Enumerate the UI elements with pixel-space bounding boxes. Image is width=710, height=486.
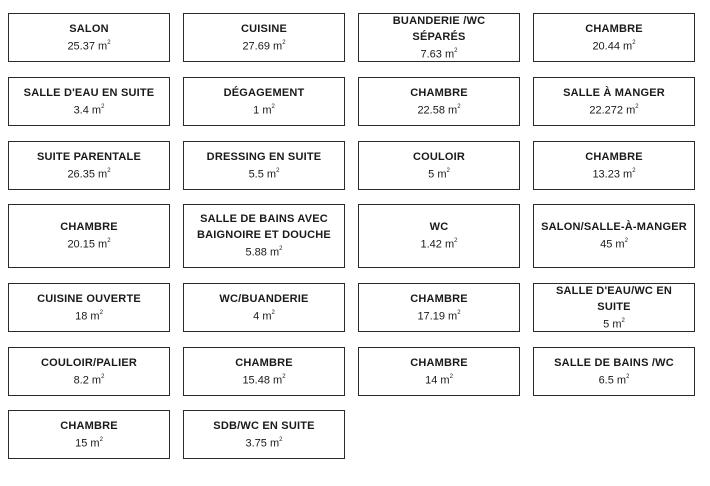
room-area-exponent: 2	[457, 309, 461, 316]
room-card	[183, 283, 345, 332]
room-area-value: 15.48	[242, 374, 270, 387]
room-area-unit: m	[626, 104, 636, 117]
room-area	[592, 165, 635, 183]
room-area-exponent: 2	[279, 246, 283, 253]
room-area	[75, 434, 103, 452]
room-area-value: 8.2	[73, 374, 89, 387]
room-name: CHAMBRE	[410, 356, 468, 369]
room-card	[533, 204, 695, 268]
room-area-value: 45	[600, 238, 613, 251]
room-area	[253, 101, 275, 119]
room-card	[358, 204, 520, 268]
room-area-exponent: 2	[632, 39, 636, 46]
room-name: SALLE D'EAU EN SUITE	[23, 86, 155, 99]
room-name: WC/BUANDERIE	[219, 292, 309, 305]
room-card	[533, 141, 695, 190]
room-card	[8, 13, 170, 62]
room-name: CHAMBRE	[235, 356, 293, 369]
room-card	[358, 77, 520, 126]
room-area-value: 5	[428, 168, 435, 181]
room-area-unit: m	[444, 238, 455, 251]
room-area-exponent: 2	[99, 309, 103, 316]
room-area-value: 22.58	[417, 104, 445, 117]
room-area	[592, 37, 635, 55]
room-area-unit: m	[262, 310, 272, 323]
room-area-value: 18	[75, 310, 88, 323]
room-card	[533, 13, 695, 62]
room-area-exponent: 2	[632, 167, 636, 174]
room-name: CHAMBRE	[60, 419, 118, 432]
room-area-exponent: 2	[624, 238, 628, 245]
room-area-unit: m	[440, 374, 450, 387]
room-area	[67, 235, 110, 253]
room-area-exponent: 2	[107, 39, 111, 46]
room-card	[183, 204, 345, 268]
room-area	[253, 307, 275, 325]
room-area-exponent: 2	[446, 167, 450, 174]
room-name: DÉGAGEMENT	[223, 86, 305, 99]
room-area-exponent: 2	[282, 373, 286, 380]
room-area-unit: m	[623, 40, 633, 53]
room-name: DRESSING EN SUITE	[206, 150, 322, 163]
room-card	[358, 347, 520, 396]
room-card	[183, 13, 345, 62]
room-area-exponent: 2	[101, 103, 105, 110]
room-area	[599, 371, 630, 389]
room-name: CHAMBRE	[60, 221, 118, 234]
room-area	[421, 45, 458, 63]
room-card	[183, 77, 345, 126]
room-area-value: 20.15	[67, 238, 95, 251]
room-area-unit: m	[623, 168, 633, 181]
room-area	[74, 371, 105, 389]
room-area	[425, 371, 453, 389]
room-area-value: 25.37	[67, 40, 95, 53]
room-area-value: 27.69	[242, 40, 270, 53]
room-area-exponent: 2	[626, 373, 630, 380]
room-name: SALLE D'EAU/WC EN SUITE	[555, 284, 673, 313]
room-area-exponent: 2	[107, 238, 111, 245]
room-area	[249, 165, 280, 183]
room-name: CUISINE	[240, 22, 288, 35]
room-area-exponent: 2	[276, 167, 280, 174]
room-area-unit: m	[448, 310, 458, 323]
room-card	[358, 13, 520, 62]
room-card	[183, 141, 345, 190]
room-area-exponent: 2	[279, 436, 283, 443]
room-area	[67, 165, 110, 183]
room-area	[603, 315, 625, 333]
room-name: CUISINE OUVERTE	[37, 292, 141, 305]
room-area-unit: m	[90, 310, 100, 323]
room-area-value: 15	[75, 437, 88, 450]
room-area	[417, 307, 460, 325]
room-area	[242, 371, 285, 389]
room-area-unit: m	[266, 168, 277, 181]
room-area-exponent: 2	[107, 167, 111, 174]
room-area-unit: m	[448, 104, 458, 117]
room-name: CHAMBRE	[585, 22, 643, 35]
room-card	[183, 410, 345, 459]
room-area-exponent: 2	[457, 103, 461, 110]
room-name: BUANDERIE /WC SÉPARÉS	[392, 14, 486, 43]
room-card	[8, 77, 170, 126]
room-area-value: 3.4	[73, 104, 89, 117]
room-card	[8, 141, 170, 190]
room-area-exponent: 2	[635, 103, 639, 110]
room-area-exponent: 2	[449, 373, 453, 380]
room-area-unit: m	[269, 246, 280, 259]
room-area-value: 3.75	[245, 437, 267, 450]
room-area-unit: m	[262, 104, 272, 117]
room-area	[421, 235, 458, 253]
room-area-value: 1	[253, 104, 260, 117]
room-area	[74, 101, 105, 119]
room-area-exponent: 2	[282, 39, 286, 46]
room-area-exponent: 2	[271, 309, 275, 316]
room-area	[428, 165, 450, 183]
room-name: COULOIR/PALIER	[40, 356, 138, 369]
room-area	[75, 307, 103, 325]
room-area	[246, 434, 283, 452]
room-area-unit: m	[615, 238, 625, 251]
room-name: WC	[429, 221, 449, 234]
room-area-value: 1.42	[420, 238, 442, 251]
room-name: SUITE PARENTALE	[36, 150, 142, 163]
room-area-unit: m	[98, 40, 108, 53]
room-area-value: 7.63	[420, 48, 442, 61]
room-area-value: 26.35	[67, 168, 95, 181]
room-area	[242, 37, 285, 55]
room-area-unit: m	[273, 40, 283, 53]
room-name: CHAMBRE	[585, 150, 643, 163]
room-area-unit: m	[98, 238, 108, 251]
room-card	[358, 283, 520, 332]
room-card	[8, 410, 170, 459]
room-area-exponent: 2	[101, 373, 105, 380]
room-name: SALLE DE BAINS /WC	[554, 356, 674, 369]
room-name: CHAMBRE	[410, 292, 468, 305]
room-area-value: 14	[425, 374, 438, 387]
room-area-value: 5	[603, 318, 610, 331]
room-area-value: 5.5	[248, 168, 264, 181]
room-area	[589, 101, 638, 119]
room-area	[67, 37, 110, 55]
room-area-exponent: 2	[454, 238, 458, 245]
room-area-unit: m	[269, 437, 280, 450]
room-area-value: 17.19	[417, 310, 445, 323]
room-area-value: 5.88	[245, 246, 267, 259]
room-area-exponent: 2	[454, 47, 458, 54]
room-area-value: 20.44	[592, 40, 620, 53]
room-area-value: 13.23	[592, 168, 620, 181]
room-name: SALON/SALLE-À-MANGER	[541, 221, 687, 234]
room-area-value: 4	[253, 310, 260, 323]
room-area-unit: m	[91, 104, 102, 117]
room-area	[246, 243, 283, 261]
room-area-unit: m	[444, 48, 455, 61]
room-card	[8, 283, 170, 332]
room-card	[533, 283, 695, 332]
room-name: SALON	[69, 22, 109, 35]
room-card	[8, 347, 170, 396]
room-name: COULOIR	[412, 150, 466, 163]
room-area-unit: m	[91, 374, 102, 387]
room-area-unit: m	[90, 437, 100, 450]
room-name: SALLE DE BAINS AVEC BAIGNOIRE ET DOUCHE	[197, 213, 331, 242]
room-card	[183, 347, 345, 396]
room-area-unit: m	[612, 318, 622, 331]
room-card	[533, 347, 695, 396]
room-area	[600, 235, 628, 253]
room-area-unit: m	[616, 374, 627, 387]
room-area-value: 22.272	[589, 104, 624, 117]
room-area-unit: m	[437, 168, 447, 181]
room-area-unit: m	[273, 374, 283, 387]
room-name: SDB/WC EN SUITE	[213, 419, 315, 432]
room-area-exponent: 2	[621, 317, 625, 324]
room-area-unit: m	[98, 168, 108, 181]
room-name: CHAMBRE	[410, 86, 468, 99]
room-area	[417, 101, 460, 119]
room-area-exponent: 2	[271, 103, 275, 110]
room-name: SALLE À MANGER	[563, 86, 665, 99]
room-card	[533, 77, 695, 126]
room-area-value: 6.5	[598, 374, 614, 387]
room-area-exponent: 2	[99, 436, 103, 443]
room-card	[358, 141, 520, 190]
room-card	[8, 204, 170, 268]
